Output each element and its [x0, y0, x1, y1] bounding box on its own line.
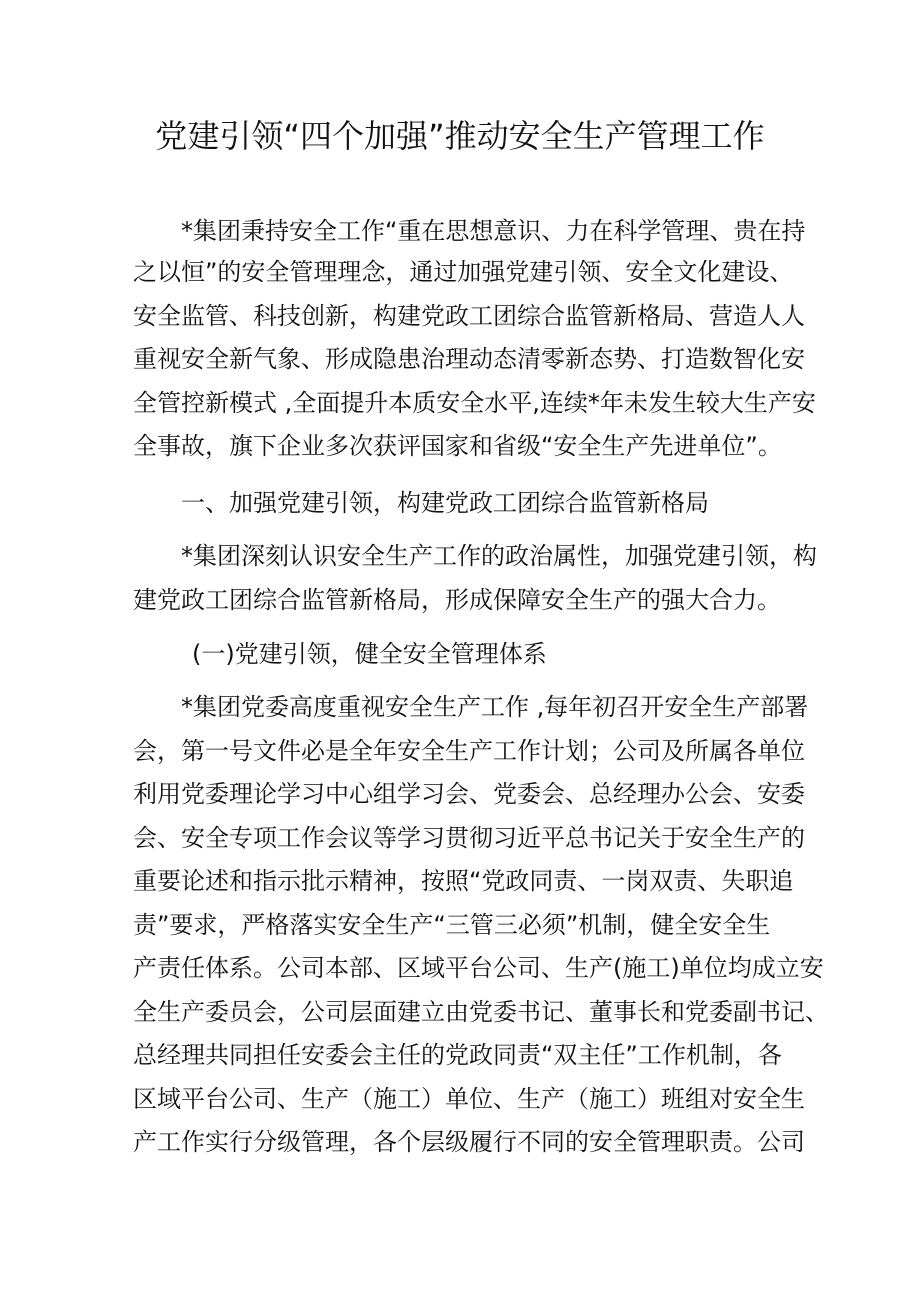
- subsection-heading-1: (一)党建引领，健全安全管理体系: [192, 640, 547, 668]
- body-2-line-8: 全生产委员会，公司层面建立由党委书记、董事长和党委副书记、: [133, 998, 829, 1026]
- body-2-line-5: 重要论述和指示批示精神，按照“党政同责、一岗双责、失职追: [133, 867, 794, 895]
- intro-line-6: 全事故，旗下企业多次获评国家和省级“安全生产先进单位”。: [133, 432, 782, 460]
- body-2-line-9: 总经理共同担任安委会主任的党政同责“双主任”工作机制，各: [133, 1041, 782, 1069]
- body-1-line-2: 建党政工团综合监管新格局，形成保障安全生产的强大合力。: [133, 586, 781, 614]
- body-2-line-1: *集团党委高度重视安全生产工作 ,每年初召开安全生产部署: [181, 693, 809, 721]
- body-2-line-3: 利用党委理论学习中心组学习会、党委会、总经理办公会、安委: [133, 780, 805, 808]
- body-1-line-1: *集团深刻认识安全生产工作的政治属性，加强党建引领，构: [181, 542, 817, 570]
- body-2-line-4: 会、安全专项工作会议等学习贯彻习近平总书记关于安全生产的: [133, 824, 805, 852]
- intro-line-3: 安全监管、科技创新，构建党政工团综合监管新格局、营造人人: [133, 302, 805, 330]
- intro-line-2: 之以恒”的安全管理理念，通过加强党建引领、安全文化建设、: [133, 258, 794, 286]
- body-2-line-11: 产工作实行分级管理，各个层级履行不同的安全管理职责。公司: [133, 1128, 805, 1156]
- intro-line-4: 重视安全新气象、形成隐患治理动态清零新态势、打造数智化安: [133, 345, 805, 373]
- body-2-line-6: 责”要求，严格落实安全生产“三管三必须”机制，健全安全生: [133, 911, 771, 939]
- body-2-line-7: 产责任体系。公司本部、区域平台公司、生产(施工)单位均成立安: [133, 954, 824, 982]
- intro-line-5: 全管控新模式 ,全面提升本质安全水平,连续*年未发生较大生产安: [133, 389, 816, 417]
- document-title: 党建引领“四个加强”推动安全生产管理工作: [155, 117, 765, 155]
- section-heading-1: 一、加强党建引领，构建党政工团综合监管新格局: [181, 489, 709, 517]
- body-2-line-2: 会，第一号文件必是全年安全生产工作计划；公司及所属各单位: [133, 737, 805, 765]
- intro-line-1: *集团秉持安全工作“重在思想意识、力在科学管理、贵在持: [181, 217, 806, 245]
- body-2-line-10: 区域平台公司、生产（施工）单位、生产（施工）班组对安全生: [133, 1085, 805, 1113]
